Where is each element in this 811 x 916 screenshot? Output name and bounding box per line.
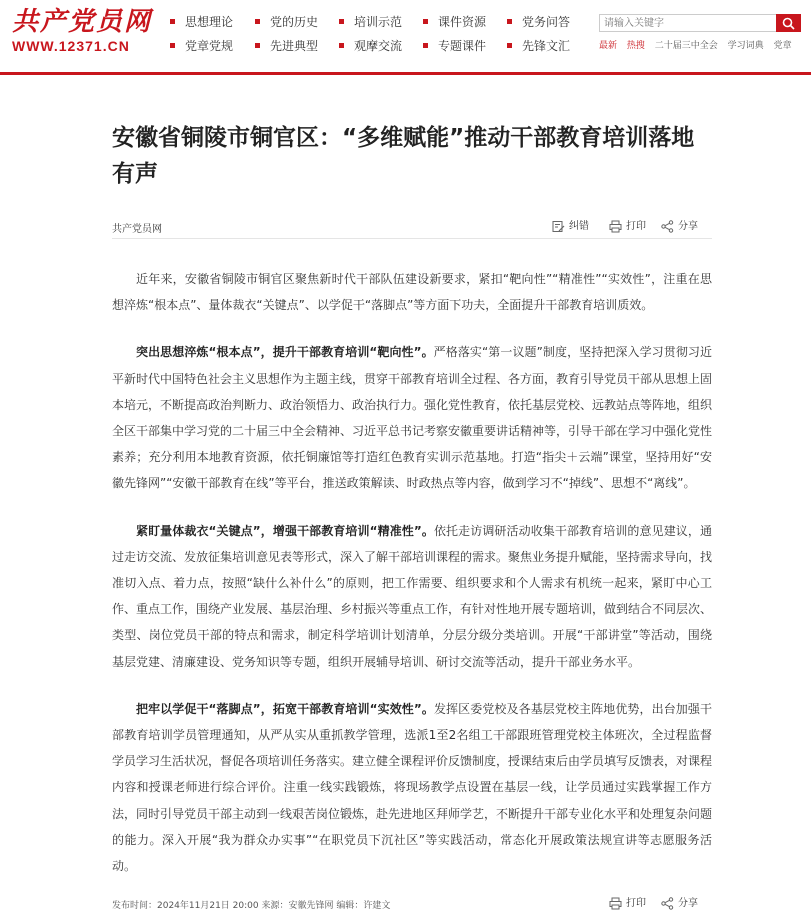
section-2-heading: 紧盯量体裁衣“关键点”，增强干部教育培训“精准性”。 — [136, 523, 434, 538]
bullet-icon — [170, 43, 175, 48]
nav-label: 课件资源 — [438, 15, 487, 29]
nav-label: 党章党规 — [185, 39, 234, 53]
section-2-text: 依托走访调研活动收集干部教育培训的意见建议，通过走访交流、发放征集培训意见表等形式，深入了解干部培训课程的需求。聚焦业务提升赋能，坚持需求导向，找准切入点、着力点，按照“缺什么补什么”的原则，把工作需要、组织要求和个人需求有机统一起来，紧盯中心工作、重点工作，围绕产业发展、基层治理、乡村振兴等重点工作，有针对性地开展专题培训，做到结合不同层次、类型、岗位党员干部的特点和需求，制定科学培训计划清单，分层分级分类培训。开展“干部讲堂”等活动，围绕基层党建、清廉建设、党务知识等专题，组织开展辅导培训、研讨交流等活动，提升干部业务水平。 — [112, 523, 713, 669]
correct-button[interactable] — [552, 217, 589, 233]
header-divider — [0, 72, 811, 75]
bullet-icon — [255, 43, 260, 48]
article-body — [112, 266, 712, 900]
paragraph-section-3 — [112, 696, 712, 879]
bullet-icon — [507, 43, 512, 48]
section-3-heading: 把牢以学促干“落脚点”，拓宽干部教育培训“实效性”。 — [136, 701, 434, 716]
nav-item-special[interactable] — [423, 38, 486, 54]
nav-label: 党的历史 — [270, 15, 319, 29]
print-label: 打印 — [626, 221, 646, 232]
paragraph-section-2 — [112, 518, 712, 675]
print-icon — [609, 897, 622, 910]
nav-item-models[interactable] — [255, 38, 318, 54]
nav-label: 先锋文汇 — [522, 39, 571, 53]
search-input[interactable] — [599, 14, 776, 32]
nav-label: 思想理论 — [185, 15, 234, 29]
bullet-icon — [339, 19, 344, 24]
nav-item-rules[interactable] — [170, 38, 233, 54]
hot-link-latest[interactable]: 最新 — [599, 41, 618, 51]
bullet-icon — [423, 43, 428, 48]
paragraph-intro: 近年来，安徽省铜陵市铜官区聚焦新时代干部队伍建设新要求，紧扣“靶向性”“精准性”“实效性”，注重在思想淬炼“根本点”、量体裁衣“关键点”、以学促干“落脚点”等方面下功夫，全面提升干部教育培训质效。 — [112, 272, 712, 313]
hot-link-plenum[interactable]: 二十届三中全会 — [654, 41, 718, 51]
nav-item-training[interactable] — [339, 14, 402, 30]
correct-label: 纠错 — [569, 221, 589, 232]
nav-item-history[interactable] — [255, 14, 318, 30]
hot-link-trending[interactable]: 热搜 — [626, 41, 645, 51]
bullet-icon — [255, 19, 260, 24]
share-icon — [661, 220, 674, 233]
share-label: 分享 — [678, 221, 698, 232]
nav-label: 专题课件 — [438, 39, 487, 53]
nav-label: 先进典型 — [270, 39, 319, 53]
edit-icon — [552, 220, 565, 233]
hot-links — [599, 38, 799, 51]
hot-link-constitution[interactable]: 党章 — [773, 41, 792, 51]
share-button[interactable] — [661, 217, 698, 233]
article-title: 安徽省铜陵市铜官区：“多维赋能”推动干部教育培训落地有声 — [112, 125, 695, 187]
bullet-icon — [339, 43, 344, 48]
share-button-bottom[interactable] — [661, 894, 698, 910]
section-1-heading: 突出思想淬炼“根本点”，提升干部教育培训“靶向性”。 — [136, 345, 434, 360]
search-box — [599, 14, 801, 32]
nav-label: 党务问答 — [522, 15, 571, 29]
publish-info: 发布时间：2024年11月21日 20:00 来源：安徽先锋网 编辑：许建文 — [112, 901, 391, 911]
nav-item-qa[interactable] — [507, 14, 570, 30]
nav-item-literature[interactable] — [507, 38, 570, 54]
nav-label: 培训示范 — [354, 15, 403, 29]
paragraph-section-1 — [112, 339, 712, 496]
bullet-icon — [170, 19, 175, 24]
nav-label: 观摩交流 — [354, 39, 403, 53]
bullet-icon — [423, 19, 428, 24]
search-button[interactable] — [776, 14, 801, 32]
nav-item-theory[interactable] — [170, 14, 233, 30]
share-icon — [661, 897, 674, 910]
nav-item-courseware[interactable] — [423, 14, 486, 30]
print-button[interactable] — [609, 217, 646, 233]
section-1-text: 严格落实“第一议题”制度，坚持把深入学习贯彻习近平新时代中国特色社会主义思想作为主题主线，贯穿干部教育培训全过程、各方面，教育引导党员干部从思想上固本培元，不断提高政治判断力、政治领悟力、政治执行力。强化党性教育，依托基层党校、远教站点等阵地，组织全区干部集中学习党的二十届三中全会精神、习近平总书记考察安徽重要讲话精神等，引导干部在学习中强化党性素养；充分利用本地教育资源，依托铜廉馆等打造红色教育实训示范基地。打造“指尖＋云端”课堂，坚持用好“安徽先锋网”“安徽干部教育在线”等平台，推送政策解读、时政热点等内容，做到学习不“掉线”、思想不“离线”。 — [112, 345, 713, 491]
article-meta — [112, 214, 712, 239]
print-button-bottom[interactable] — [609, 894, 646, 910]
print-label: 打印 — [626, 898, 646, 909]
logo-title: 共产党员网 — [12, 7, 153, 37]
section-3-text: 发挥区委党校及各基层党校主阵地优势，出台加强干部教育培训学员管理通知，从严从实从重抓教学管理，选派1至2名组工干部跟班管理党校主体班次，全过程监督学员学习生活状况，督促各项培训任务落实。建立健全课程评价反馈制度，授课结束后由学员填写反馈表，对课程内容和授课老师进行综合评价。注重一线实践锻炼，将现场教学点设置在基层一线，让学员通过实践掌握工作方法，同时引导党员干部主动到一线艰苦岗位锻炼，赴先进地区拜师学艺，不断提升干部专业化水平和处理复杂问题的能力。深入开展“我为群众办实事”“在职党员下沉社区”等实践活动，常态化开展政策法规宣讲等志愿服务活动。 — [112, 701, 713, 874]
site-logo[interactable] — [12, 8, 152, 54]
share-label: 分享 — [678, 898, 698, 909]
logo-url: WWW.12371.CN — [12, 38, 130, 54]
hot-link-dictionary[interactable]: 学习词典 — [727, 41, 764, 51]
print-icon — [609, 220, 622, 233]
bullet-icon — [507, 19, 512, 24]
search-icon — [782, 17, 795, 30]
site-header — [0, 0, 811, 72]
nav-item-exchange[interactable] — [339, 38, 402, 54]
article-source: 共产党员网 — [112, 224, 162, 235]
